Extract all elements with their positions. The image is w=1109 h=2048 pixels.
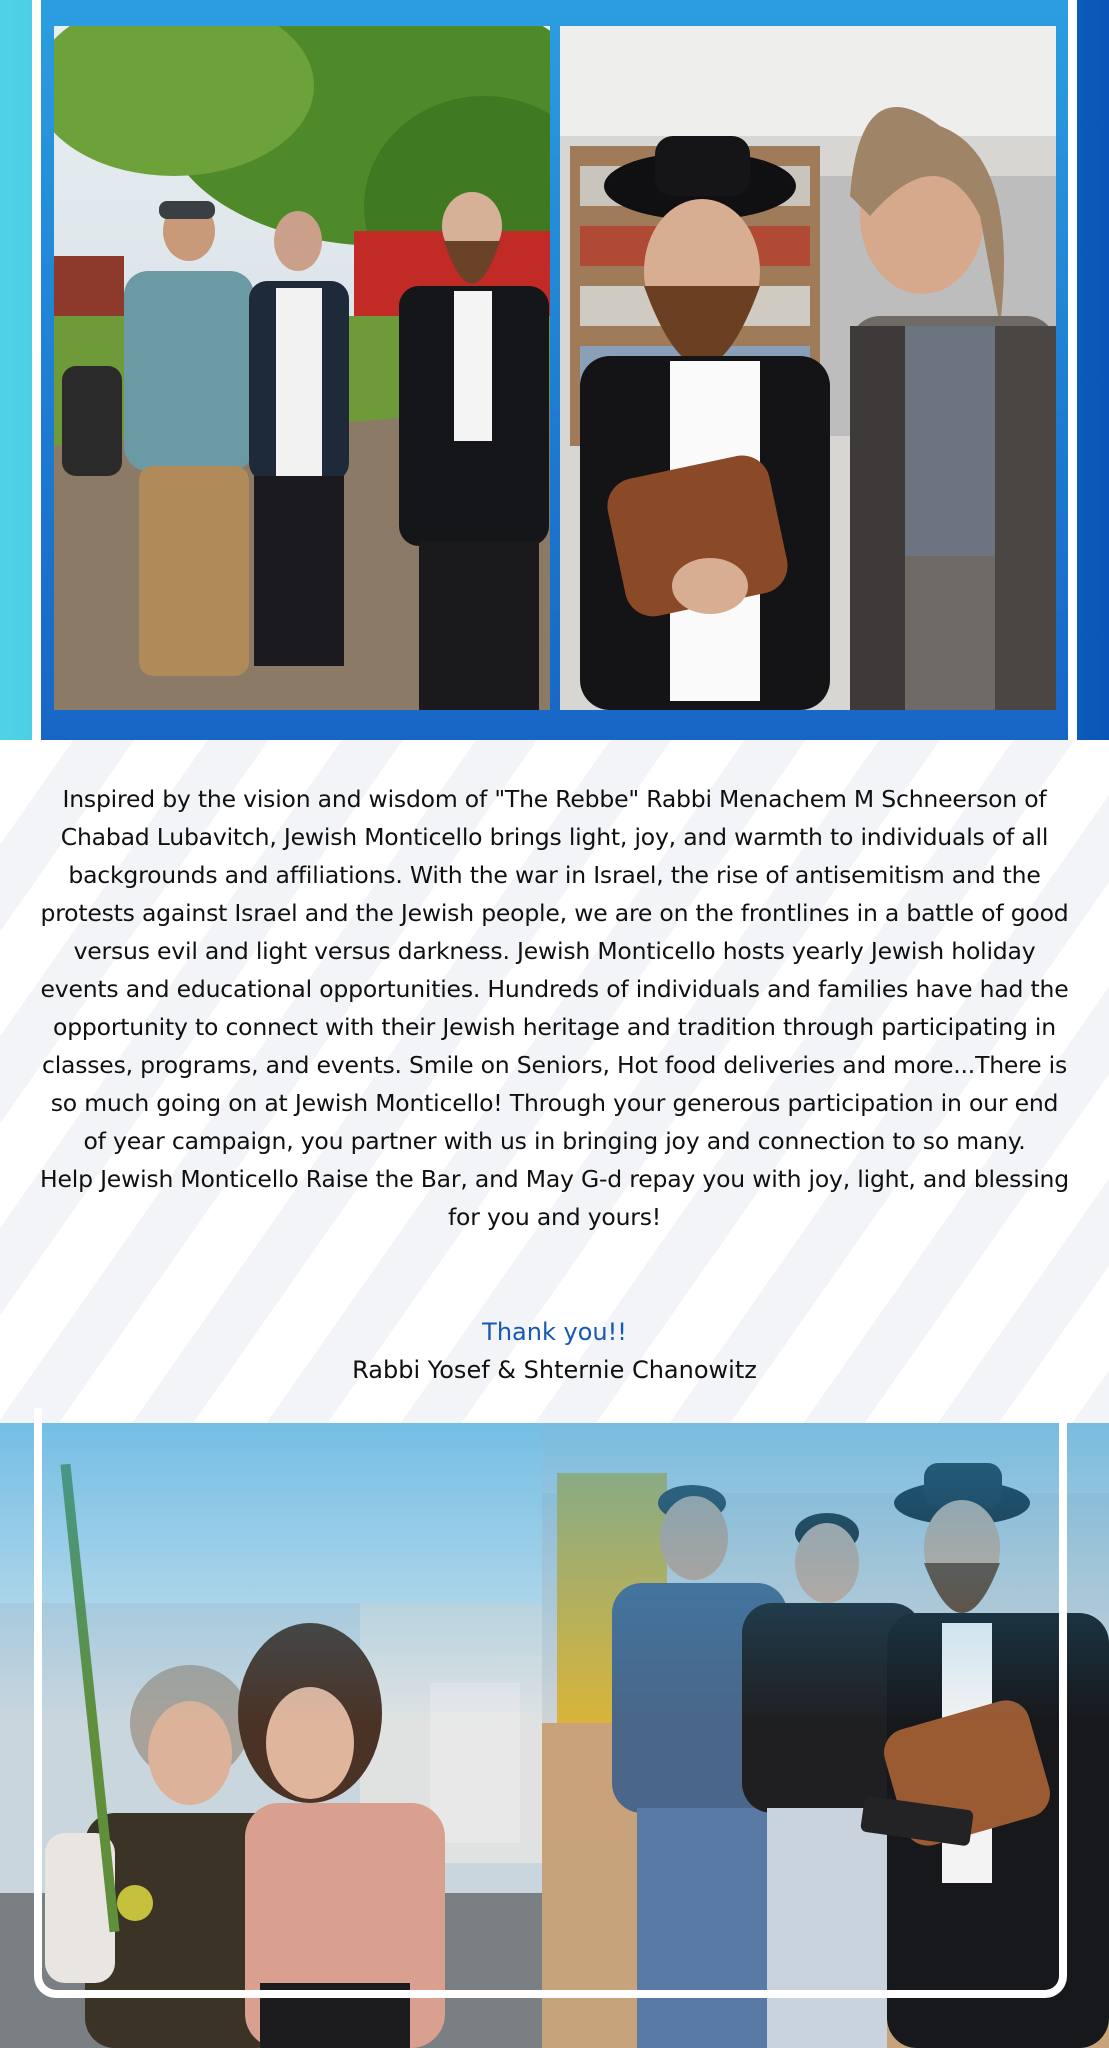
frame-line-left bbox=[32, 0, 41, 740]
thank-you-text: Thank you!! bbox=[482, 1318, 627, 1346]
signature-text: Rabbi Yosef & Shternie Chanowitz bbox=[352, 1356, 757, 1384]
photo-farm-group bbox=[54, 26, 550, 710]
photo-store-pair bbox=[560, 26, 1056, 710]
message-paragraph-1: Inspired by the vision and wisdom of "The Rebbe" Rabbi Menachem M Schneerson of Chabad Lubavitch, Jewish Monticello brings light, joy, and warmth to individuals of all backgrounds and affiliations. With the war in Israel, the rise of antisemitism and the protests against Israel and the Jewish people, we are on the frontlines in a battle of good versus evil and light versus darkness. Jewish Monticello hosts yearly Jewish holiday events and educational opportunities. Hundreds of individuals and families have had the opportunity to connect with their Jewish heritage and tradition through participating in classes, programs, and events. Smile on Seniors, Hot food deliveries and more...There is so much going on at Jewish Monticello! Through your generous participation in our end of year campaign, you partner with us in bringing joy and connection to so many. bbox=[40, 785, 1069, 1155]
bottom-photo-frame bbox=[34, 1408, 1067, 1998]
message-body bbox=[40, 780, 1069, 1236]
message-paragraph-2: Help Jewish Monticello Raise the Bar, and May G-d repay you with joy, light, and blessing for you and yours! bbox=[40, 1165, 1069, 1231]
frame-line-right bbox=[1068, 0, 1077, 740]
